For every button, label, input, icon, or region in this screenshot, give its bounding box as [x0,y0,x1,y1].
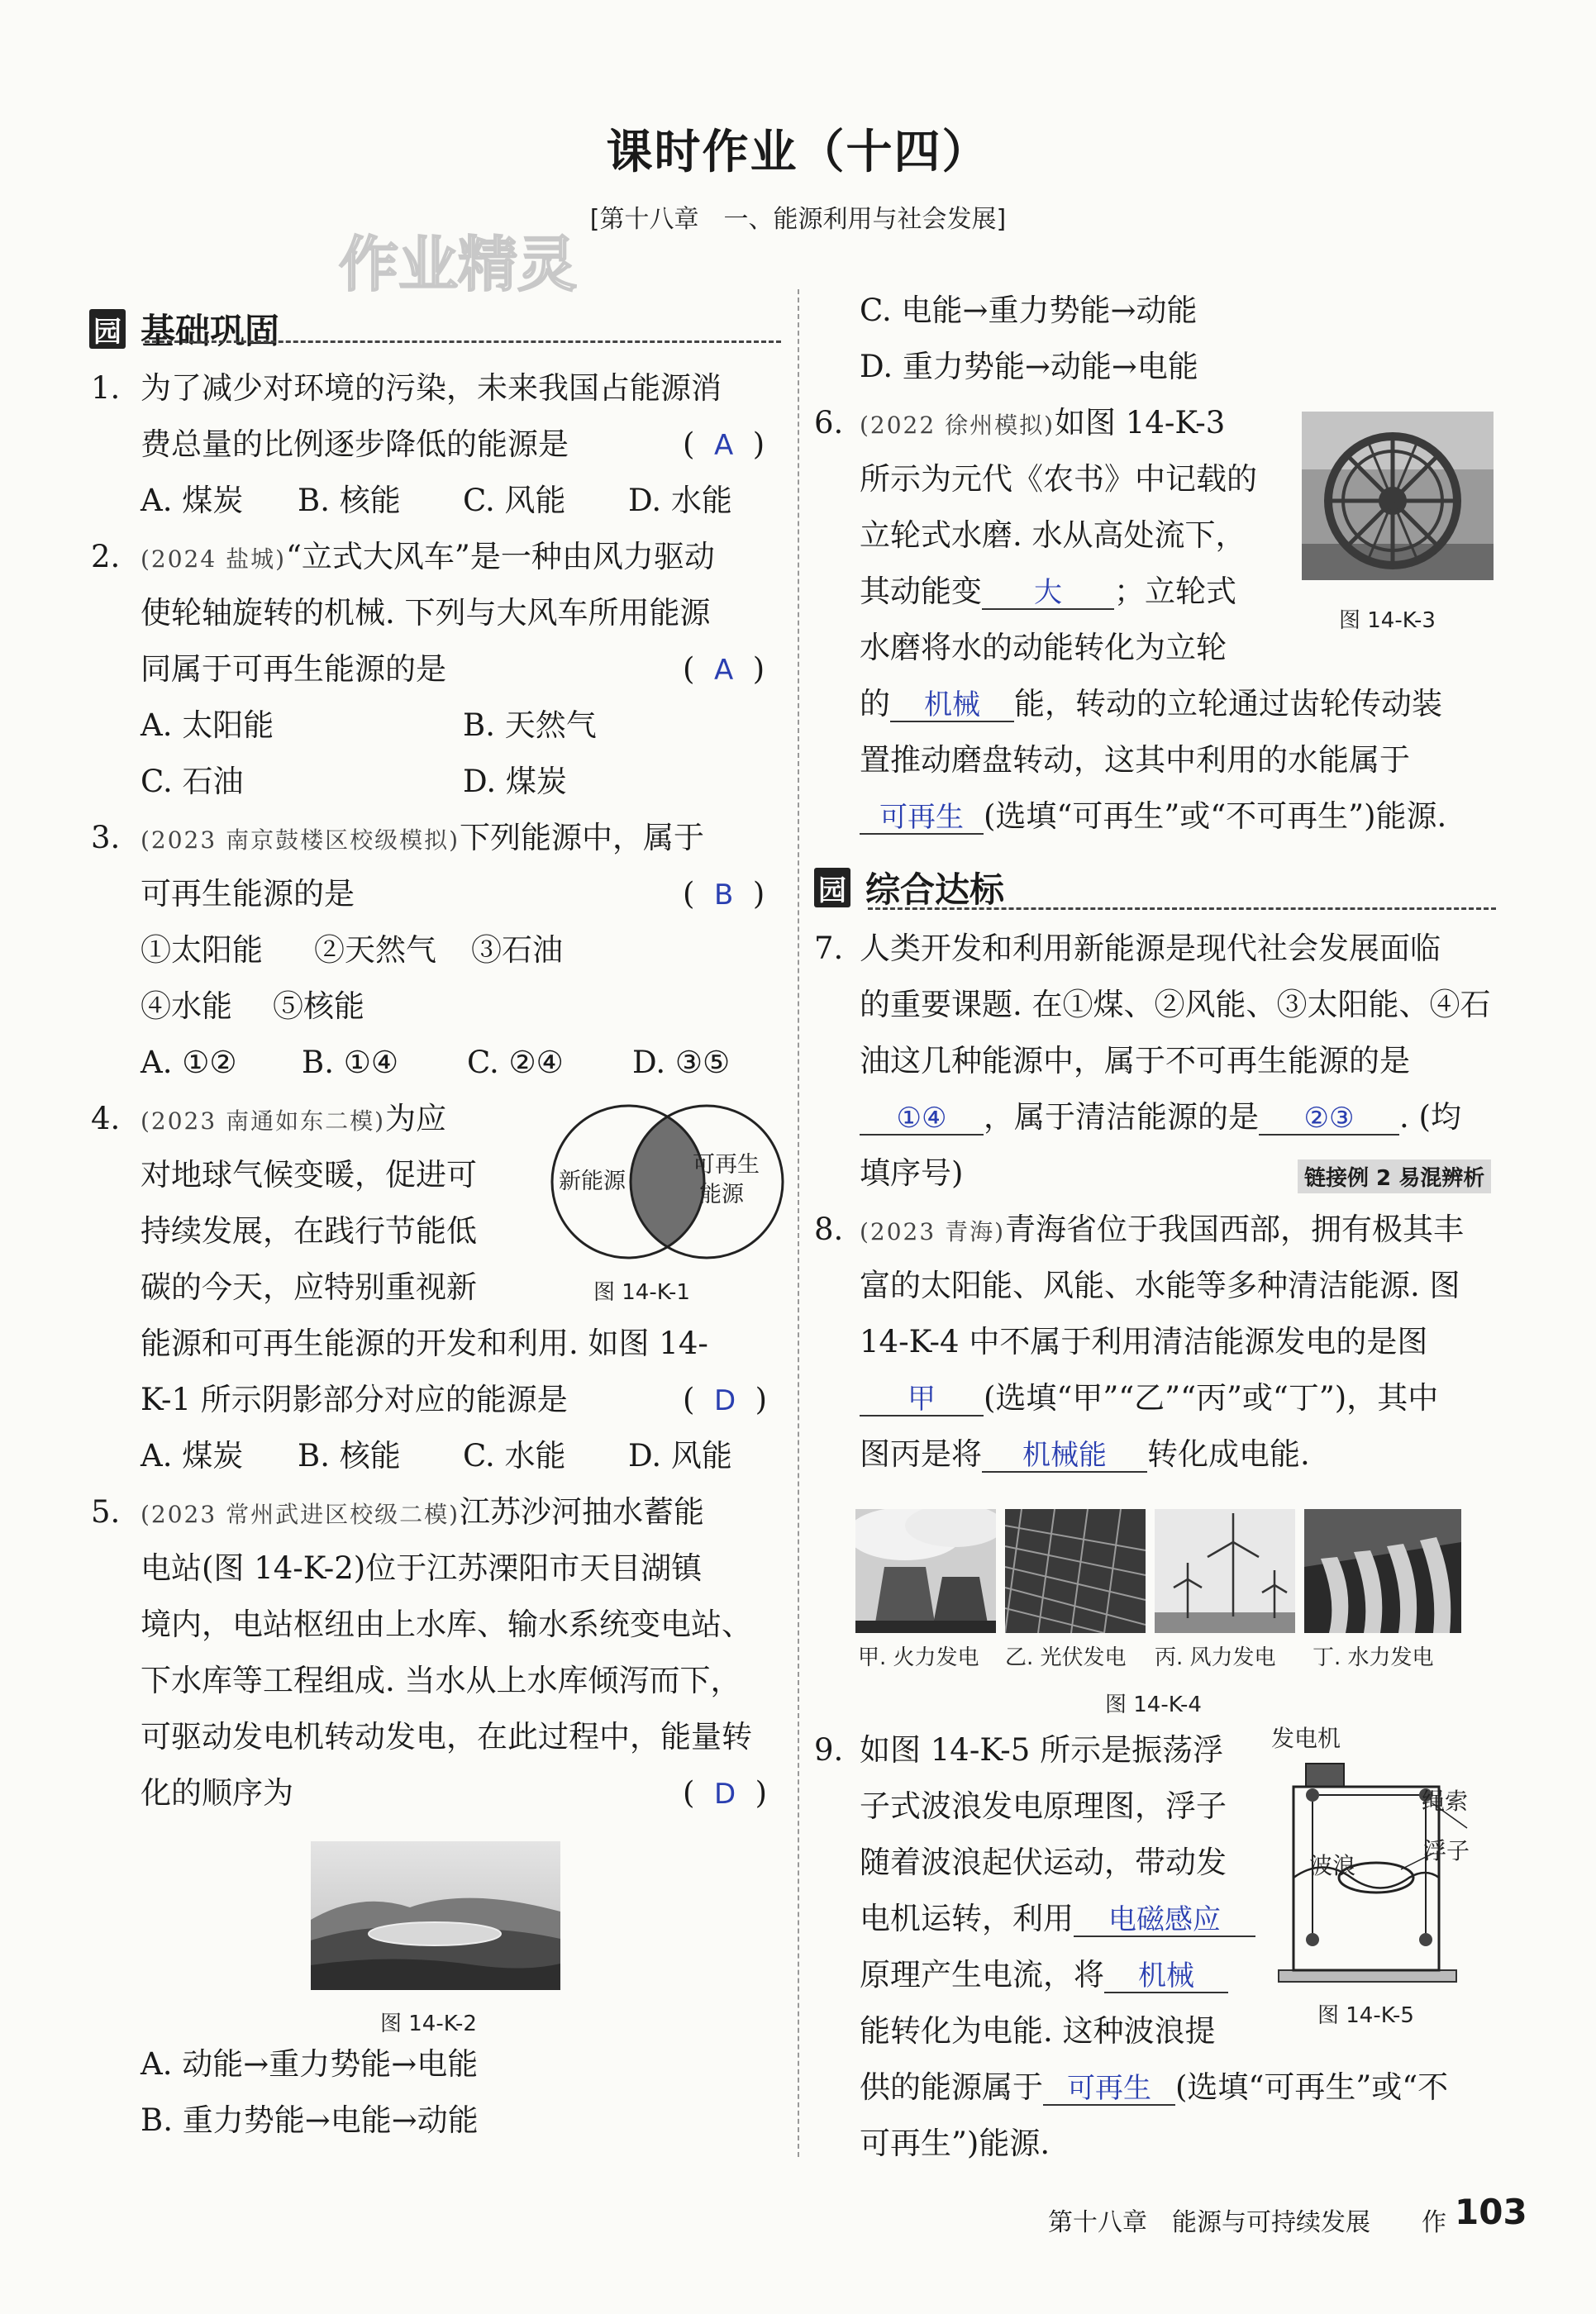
option: D. 煤炭 [463,764,567,799]
figure-caption: 图 14-K-2 [380,2012,477,2036]
question-text: 下水库等工程组成. 当水从上水库倾泻而下， [141,1663,741,1698]
answer-bracket: ( A ) [683,426,765,462]
venn-label-right: 可再生 [693,1152,760,1178]
question-text: 置推动磨盘转动，这其中利用的水能属于 [860,742,1410,778]
question-text: 境内，电站枢纽由上水库、输水系统变电站、 [141,1607,752,1642]
chapter-tag: [第十八章 一、能源利用与社会发展] [589,205,1007,234]
photo-label: 乙. 光伏发电 [1005,1645,1127,1670]
question-text: (选填“可再生”或“不可再生”)能源. [984,798,1447,834]
question-text: 14-K-4 中不属于利用清洁能源发电的是图 [860,1324,1428,1359]
question-text: 下列能源中，属于 [460,820,705,855]
question-number: 4. [91,1101,121,1136]
reservoir-photo [311,1841,560,1990]
fill-blank[interactable]: 机械能 [982,1440,1147,1473]
option: D. ③⑤ [632,1045,731,1080]
option: D. 风能 [628,1438,732,1474]
fill-blank[interactable]: 可再生 [1043,2073,1175,2106]
option: A. ①② [141,1045,237,1080]
fill-blank[interactable]: 机械 [890,689,1014,722]
answer: A [713,429,734,462]
footer-zuo: 作 [1422,2208,1446,2237]
question-text: 江苏沙河抽水蓄能 [460,1494,705,1530]
venn-label-left: 新能源 [559,1169,626,1194]
section-icon: 园 [89,309,126,349]
answer-bracket: ( B ) [683,876,765,912]
question-number: 7. [814,931,844,966]
question-number: 2. [91,539,121,574]
question-text: 富的太阳能、风能、水能等多种清洁能源. 图 [860,1268,1460,1303]
thermal-power-photo [855,1509,996,1633]
question-text: 能，转动的立轮通过齿轮传动装 [1014,686,1442,721]
question-number: 6. [814,405,844,440]
option: A. 动能→重力势能→电能 [141,2046,479,2082]
question-text: . (均 [1399,1099,1461,1135]
option: C. ②④ [467,1045,564,1080]
figure-caption: 图 14-K-4 [1105,1693,1202,1717]
question-text: 为应 [385,1101,447,1136]
question-text: 可再生能源的是 [141,876,355,912]
question-text: 立轮式水磨. 水从高处流下， [860,517,1246,553]
answer: A [713,654,734,687]
question-number: 3. [91,820,121,855]
column-divider [798,289,799,2157]
question-text: 供的能源属于 [860,2069,1043,2105]
option: B. ①④ [302,1045,399,1080]
diagram-label-rope: 绳索 [1422,1788,1469,1815]
photo-label: 甲. 火力发电 [858,1645,979,1670]
option: C. 石油 [141,764,244,799]
question-text: 电站(图 14-K-2)位于江苏溧阳市天目湖镇 [141,1550,703,1586]
question-text: 能转化为电能. 这种波浪提 [860,2013,1216,2049]
question-text: 转化成电能. [1147,1436,1310,1472]
question-text: ；立轮式 [1114,574,1236,609]
section-title: 综合达标 [865,869,1005,910]
diagram-label-wave: 波浪 [1309,1852,1356,1879]
question-text: (选填“甲”“乙”“丙”或“丁”)，其中 [984,1380,1439,1416]
answer: D [713,1384,736,1417]
question-source: (2023 南通如东二模) [141,1107,386,1135]
fill-blank[interactable]: 可再生 [860,802,984,835]
question-text: ，属于清洁能源的是 [984,1099,1259,1135]
option: A. 煤炭 [141,1438,244,1474]
question-text: 油这几种能源中，属于不可再生能源的是 [860,1043,1410,1078]
option: B. 核能 [298,1438,401,1474]
item: ③石油 [471,932,563,968]
question-number: 5. [91,1494,121,1530]
question-text: 如图 14-K-5 所示是振荡浮 [860,1732,1224,1768]
question-text: “立式大风车”是一种由风力驱动 [286,539,715,574]
option: A. 煤炭 [141,483,244,518]
section-title: 基础巩固 [141,311,280,351]
generator-icon [1306,1764,1344,1787]
question-text: 同属于可再生能源的是 [141,651,446,687]
question-source: (2024 盐城) [141,545,287,573]
question-text: 费总量的比例逐步降低的能源是 [141,426,569,462]
diagram-label-float: 浮子 [1423,1837,1470,1864]
answer: B [713,878,734,912]
answer-bracket: ( D ) [683,1775,768,1811]
fill-blank[interactable]: ②③ [1259,1102,1399,1136]
question-text: 可再生”)能源. [860,2126,1051,2161]
question-text: 随着波浪起伏运动，带动发 [860,1845,1227,1880]
footer-chapter: 第十八章 能源与可持续发展 [1048,2208,1370,2237]
question-text: 的重要课题. 在①煤、②风能、③太阳能、④石 [860,987,1491,1022]
item: ④水能 [141,988,232,1024]
hydro-power-photo [1304,1509,1461,1633]
question-text: 能源和可再生能源的开发和利用. 如图 14- [141,1326,708,1361]
item: ①太阳能 [141,932,263,968]
question-text: 如图 14-K-3 [1055,405,1226,440]
question-text: 原理产生电流，将 [860,1957,1104,1993]
question-text: 对地球气候变暖，促进可 [141,1157,477,1193]
fill-blank[interactable]: 机械 [1104,1960,1228,1993]
option: B. 核能 [298,483,401,518]
question-number: 1. [91,370,121,406]
answer: D [713,1778,736,1811]
question-text: 水磨将水的动能转化为立轮 [860,630,1227,665]
waterwheel-photo [1302,412,1494,580]
answer-bracket: ( A ) [683,651,765,687]
section-comprehensive-header [814,863,1004,912]
section-underline [145,340,781,343]
question-text: 图丙是将 [860,1436,982,1472]
diagram-label-generator: 发电机 [1271,1725,1341,1752]
question-source: (2023 青海) [860,1218,1006,1245]
option: D. 水能 [628,483,732,518]
question-number: 8. [814,1212,844,1247]
option: A. 太阳能 [141,707,274,743]
section-basic-header [89,304,279,354]
option: C. 风能 [463,483,566,518]
section-underline [868,907,1496,910]
option: B. 重力势能→电能→动能 [141,2102,479,2138]
answer-bracket: ( D ) [683,1382,768,1417]
fill-blank[interactable]: 大 [982,577,1114,610]
photo-label: 丁. 水力发电 [1313,1645,1434,1670]
venn-label-right: 能源 [699,1182,744,1207]
page-title: 课时作业（十四） [606,126,990,179]
question-text: 碳的今天，应特别重视新 [141,1269,477,1305]
page-number: 103 [1455,2192,1527,2232]
question-text: 的 [860,686,890,721]
question-source: (2023 常州武进区校级二模) [141,1501,460,1528]
question-text: 填序号) [860,1155,964,1191]
item: ②天然气 [314,932,436,968]
figure-caption: 图 14-K-5 [1317,2003,1414,2028]
question-text: (选填“可再生”或“不 [1175,2069,1449,2105]
fill-blank[interactable]: 电磁感应 [1074,1904,1255,1937]
photo-label: 丙. 风力发电 [1155,1645,1276,1670]
question-text: 人类开发和利用新能源是现代社会发展面临 [860,931,1441,966]
question-text: 青海省位于我国西部，拥有极其丰 [1005,1212,1465,1247]
option: C. 水能 [463,1438,566,1474]
option: C. 电能→重力势能→动能 [860,293,1198,328]
watermark: 作业精灵 [339,230,578,299]
figure-caption: 图 14-K-3 [1339,608,1436,633]
fill-blank[interactable]: 甲 [860,1383,984,1416]
question-number: 9. [814,1732,844,1768]
question-text: 化的顺序为 [141,1775,293,1811]
question-text: 为了减少对环境的污染，未来我国占能源消 [141,370,722,406]
figure-caption: 图 14-K-1 [593,1280,690,1305]
item: ⑤核能 [273,988,364,1024]
question-text: 其动能变 [860,574,982,609]
question-text: 所示为元代《农书》中记载的 [860,461,1257,497]
question-text: 可驱动发电机转动发电，在此过程中，能量转 [141,1719,752,1755]
fill-blank[interactable]: ①④ [860,1102,984,1136]
question-text: 使轮轴旋转的机械. 下列与大风车所用能源 [141,595,711,631]
section-icon: 园 [814,868,850,907]
question-source: (2023 南京鼓楼区校级模拟) [141,826,460,854]
question-text: 子式波浪发电原理图，浮子 [860,1788,1227,1824]
link-tag: 链接例 2 易混辨析 [1298,1159,1491,1193]
solar-power-photo [1005,1509,1146,1633]
option: B. 天然气 [463,707,597,743]
question-text: K-1 所示阴影部分对应的能源是 [141,1382,568,1417]
wind-power-photo [1155,1509,1295,1633]
option: D. 重力势能→动能→电能 [860,349,1198,384]
question-text: 持续发展，在践行节能低 [141,1213,477,1249]
question-text: 电机运转，利用 [860,1901,1074,1936]
question-source: (2022 徐州模拟) [860,412,1055,439]
